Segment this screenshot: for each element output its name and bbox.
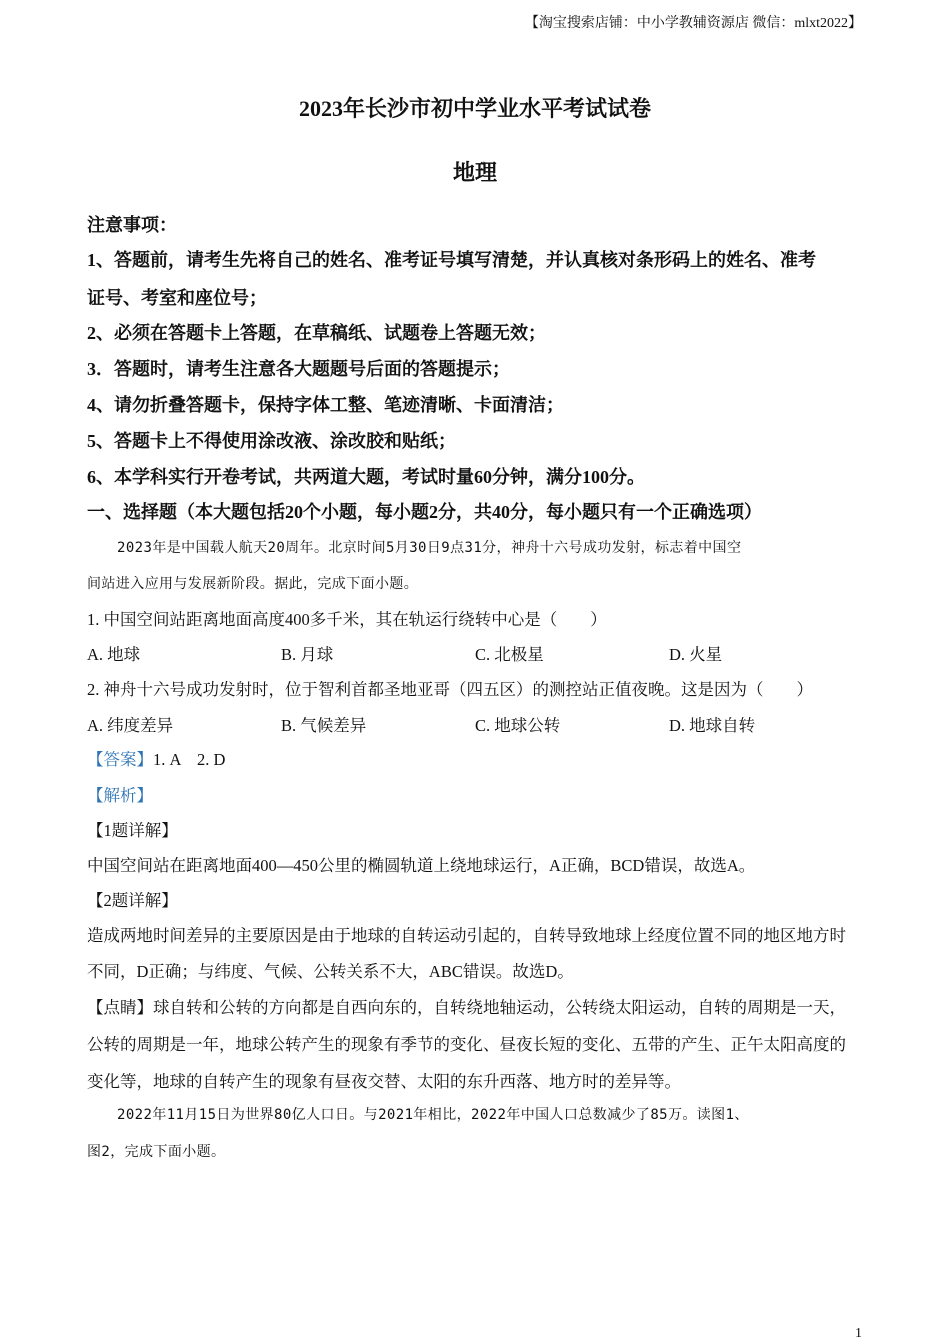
detail-1-text: 中国空间站在距离地面400—450公里的椭圆轨道上绕地球运行，A正确，BCD错误，故选A。	[87, 856, 756, 875]
analysis-tag: 【解析】	[87, 786, 153, 805]
tip-tag: 【点睛】	[87, 998, 153, 1017]
q1-option-d: D. 火星	[669, 645, 723, 664]
note-line: 6、本学科实行开卷考试，共两道大题，考试时量60分钟，满分100分。	[87, 467, 645, 487]
q2-option-b: B. 气候差异	[281, 716, 367, 735]
tip-text: 公转的周期是一年，地球公转产生的现象有季节的变化、昼夜长短的变化、五带的产生、正午太阳高度的	[87, 1035, 846, 1054]
detail-1-heading: 【1题详解】	[87, 821, 178, 840]
q2-option-c: C. 地球公转	[475, 716, 561, 735]
passage-line: 间站进入应用与发展新阶段。据此，完成下面小题。	[87, 576, 419, 592]
header-note: 【淘宝搜索店铺：中小学教辅资源店 微信：mlxt2022】	[524, 16, 862, 31]
answer-line	[87, 746, 225, 770]
subject-title: 地理	[452, 160, 497, 185]
tip-text: 球自转和公转的方向都是自西向东的，自转绕地轴运动，公转绕太阳运动，自转的周期是一天，	[153, 998, 846, 1017]
page-number: 1	[855, 1326, 862, 1341]
answer-text: 1. A 2. D	[153, 750, 226, 769]
note-line: 证号、考室和座位号；	[87, 288, 267, 308]
note-line: 5、答题卡上不得使用涂改液、涂改胶和贴纸；	[87, 431, 456, 451]
question-1-stem: 1. 中国空间站距离地面高度400多千米，其在轨运行绕转中心是（ ）	[87, 610, 607, 629]
note-line: 2、必须在答题卡上答题，在草稿纸、试题卷上答题无效；	[87, 323, 546, 343]
q2-option-d: D. 地球自转	[669, 716, 756, 735]
question-2-stem: 2. 神舟十六号成功发射时，位于智利首都圣地亚哥（四五区）的测控站正值夜晚。这是因为（ ）	[87, 680, 813, 699]
passage-line: 2022年11月15日为世界80亿人口日。与2021年相比，2022年中国人口总数减少了85万。读图1、	[117, 1107, 749, 1123]
note-line: 3．答题时，请考生注意各大题题号后面的答题提示；	[87, 359, 510, 379]
passage-line: 2023年是中国载人航天20周年。北京时间5月30日9点31分，神舟十六号成功发射，标志着中国空	[117, 540, 742, 556]
detail-2-text: 不同，D正确；与纬度、气候、公转关系不大，ABC错误。故选D。	[87, 962, 574, 981]
q1-option-a: A. 地球	[87, 645, 141, 664]
note-line: 4、请勿折叠答题卡，保持字体工整、笔迹清晰、卡面清洁；	[87, 395, 564, 415]
notes-heading: 注意事项：	[87, 215, 177, 235]
tip-text: 变化等，地球的自转产生的现象有昼夜交替、太阳的东升西落、地方时的差异等。	[87, 1072, 681, 1091]
detail-2-text: 造成两地时间差异的主要原因是由于地球的自转运动引起的，自转导致地球上经度位置不同的地区地方时	[87, 926, 846, 945]
q1-option-c: C. 北极星	[475, 645, 544, 664]
exam-title: 2023年长沙市初中学业水平考试试卷	[298, 96, 651, 121]
q1-option-b: B. 月球	[281, 645, 334, 664]
section-heading: 一、选择题（本大题包括20个小题，每小题2分，共40分，每小题只有一个正确选项）	[87, 502, 762, 522]
q2-option-a: A. 纬度差异	[87, 716, 174, 735]
passage-line: 图2，完成下面小题。	[87, 1144, 226, 1160]
answer-tag: 【答案】	[87, 750, 153, 769]
tip-line	[87, 994, 846, 1018]
detail-2-heading: 【2题详解】	[87, 891, 178, 910]
note-line: 1、答题前，请考生先将自己的姓名、准考证号填写清楚，并认真核对条形码上的姓名、准考	[87, 250, 816, 270]
